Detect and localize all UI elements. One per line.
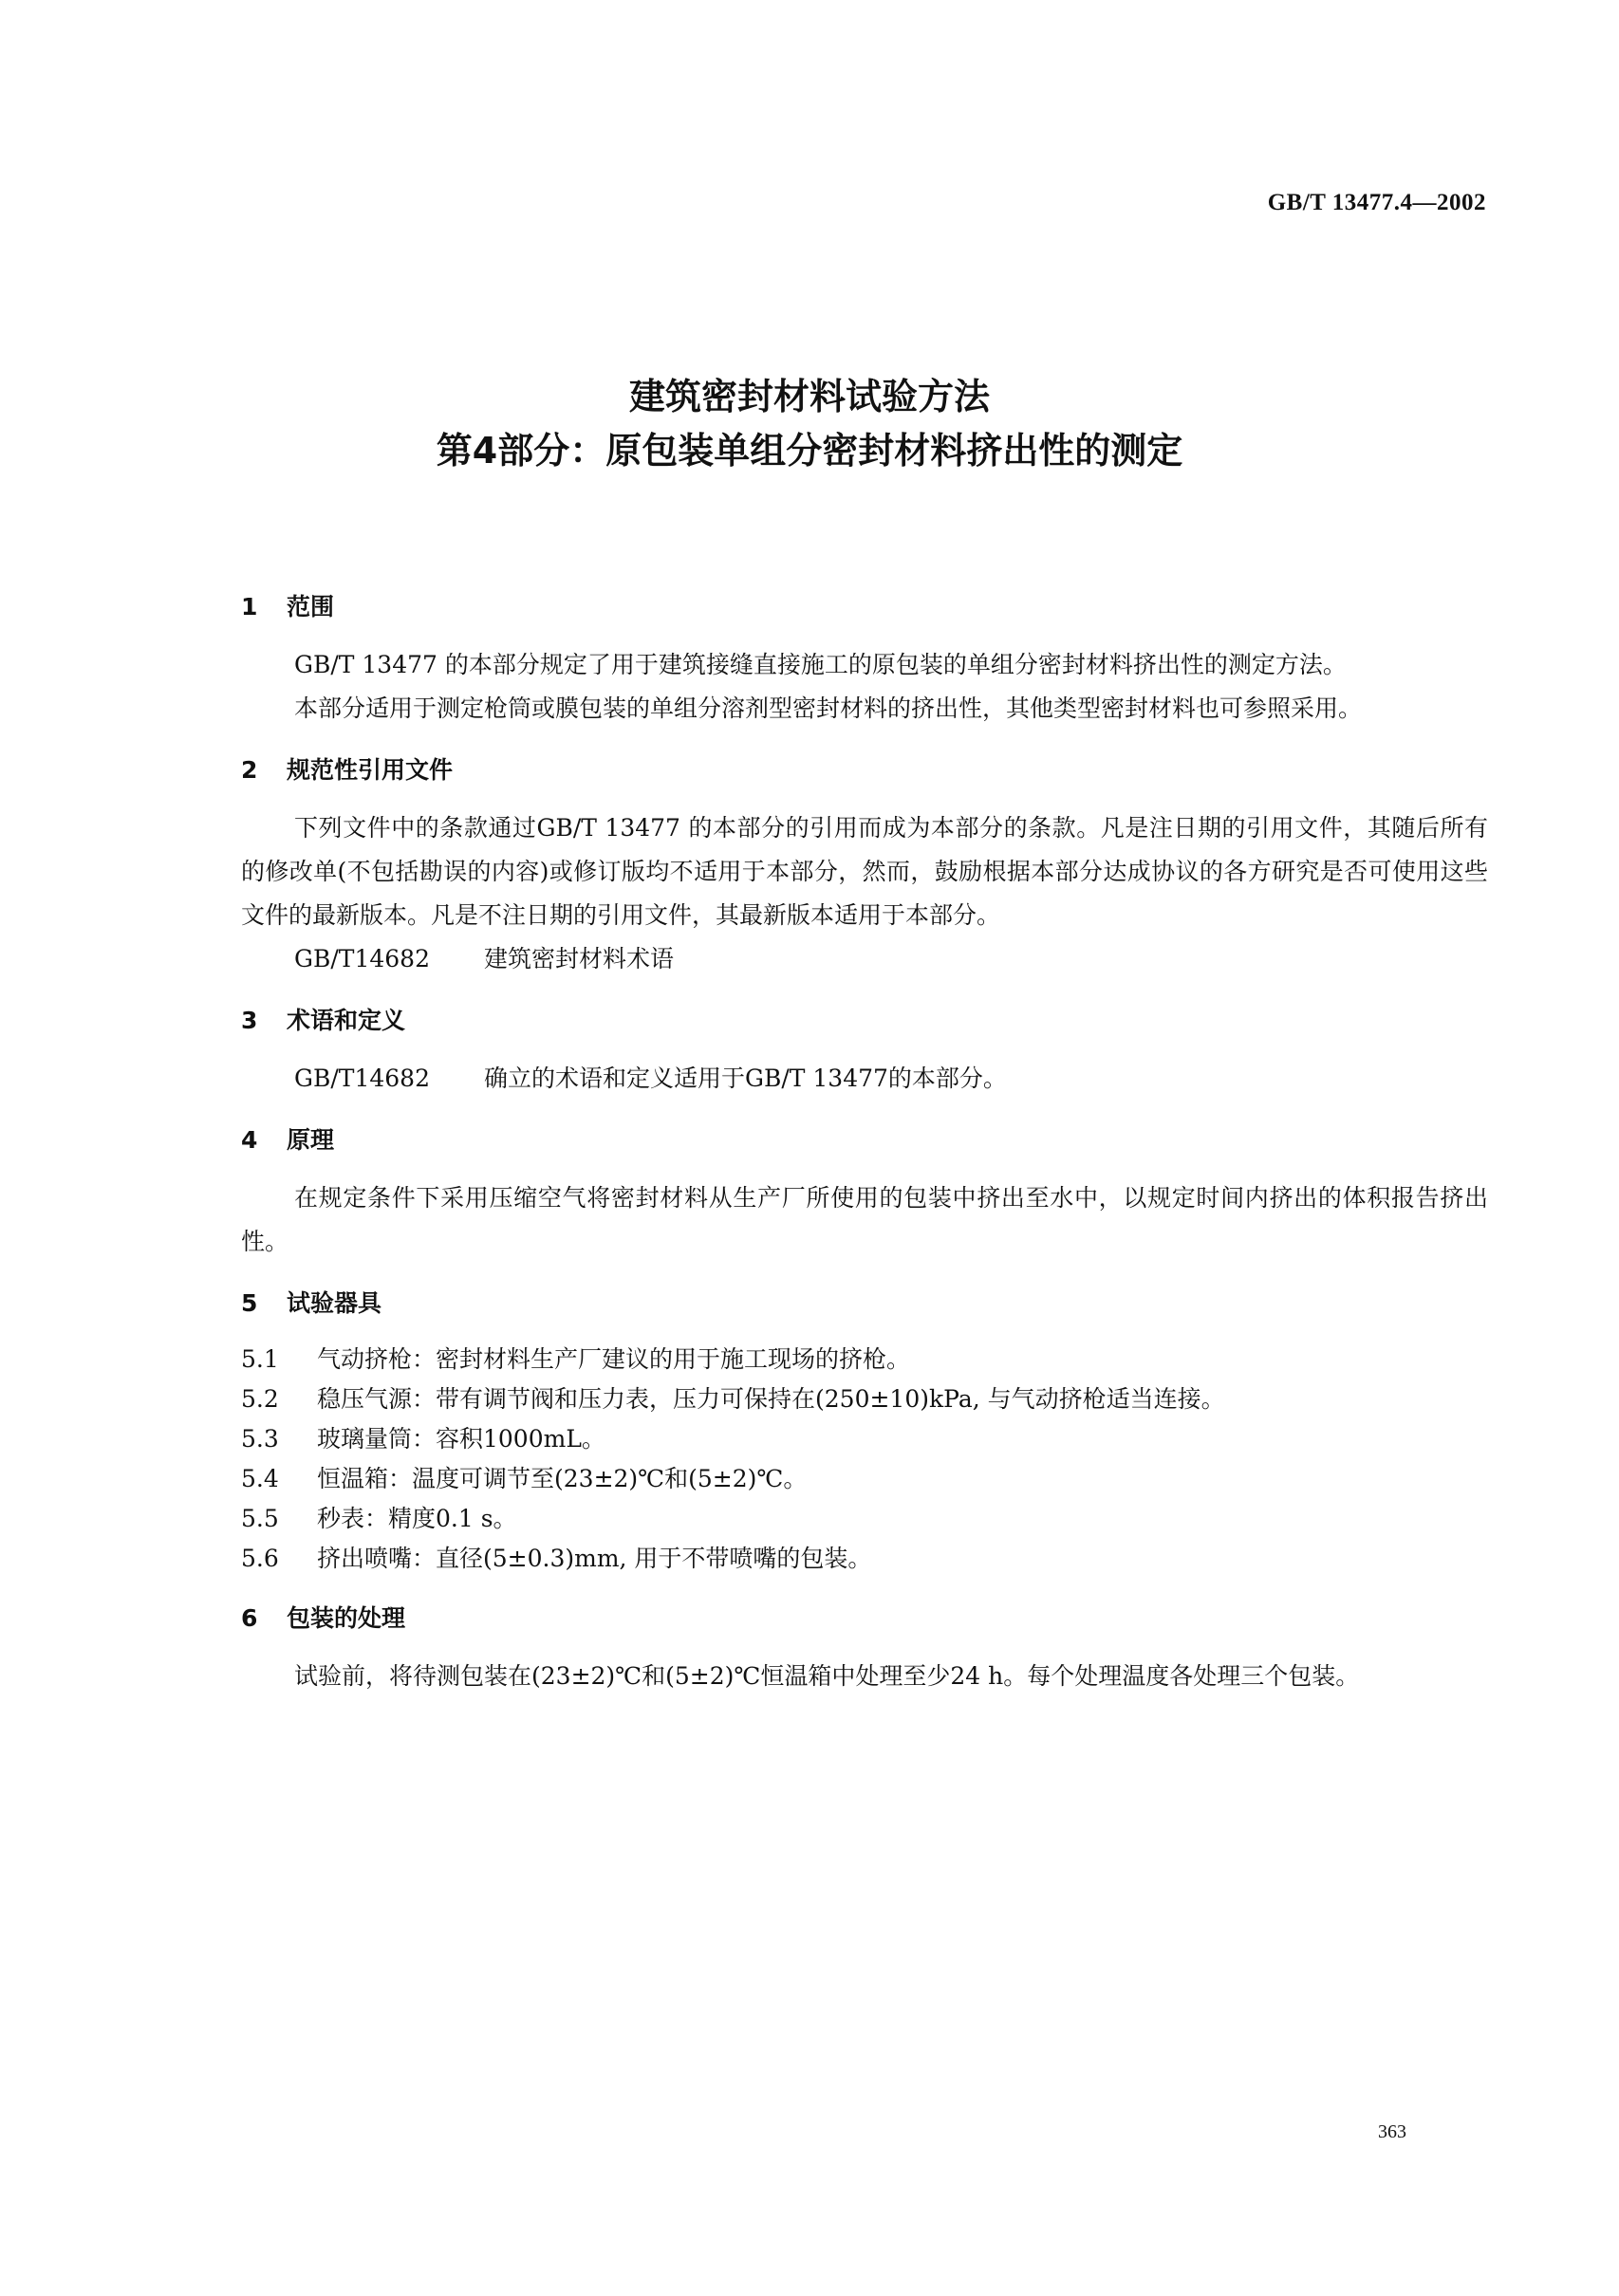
standard-number: GB/T 13477.4—2002 xyxy=(1267,190,1486,215)
reference-code: GB/T14682 xyxy=(294,945,430,972)
apparatus-item xyxy=(241,1340,1488,1379)
title-line-1: 建筑密封材料试验方法 xyxy=(628,376,990,417)
item-number: 5.5 xyxy=(241,1505,279,1532)
item-text: 挤出喷嘴：直径(5±0.3)mm, 用于不带喷嘴的包装。 xyxy=(317,1545,872,1572)
normative-reference xyxy=(241,937,1488,981)
section-3-heading xyxy=(241,1002,1488,1040)
section-title: 术语和定义 xyxy=(287,1007,406,1034)
section-4-paragraph-1: 在规定条件下采用压缩空气将密封材料从生产厂所使用的包装中挤出至水中，以规定时间内挤出的体积报告挤出性。 xyxy=(241,1184,1488,1255)
section-number: 1 xyxy=(241,593,258,620)
section-number: 5 xyxy=(241,1289,258,1317)
item-number: 5.3 xyxy=(241,1425,279,1453)
section-number: 2 xyxy=(241,756,258,784)
item-text: 恒温箱：温度可调节至(23±2)℃和(5±2)℃。 xyxy=(317,1465,808,1492)
section-number: 4 xyxy=(241,1126,258,1154)
section-title: 原理 xyxy=(287,1126,335,1154)
apparatus-item xyxy=(241,1539,1488,1579)
section-title: 包装的处理 xyxy=(287,1604,406,1632)
section-4-heading xyxy=(241,1121,1488,1159)
definition-text: 确立的术语和定义适用于GB/T 13477的本部分。 xyxy=(484,1065,1007,1092)
title-line-2: 第4部分：原包装单组分密封材料挤出性的测定 xyxy=(436,430,1183,472)
item-text: 稳压气源：带有调节阀和压力表，压力可保持在(250±10)kPa, 与气动挤枪适当连接。 xyxy=(317,1385,1225,1413)
apparatus-item xyxy=(241,1419,1488,1459)
section-6-paragraph-1: 试验前，将待测包装在(23±2)℃和(5±2)℃恒温箱中处理至少24 h。每个处理温度各处理三个包装。 xyxy=(294,1662,1360,1690)
page-number: 363 xyxy=(1378,2121,1406,2142)
reference-code: GB/T14682 xyxy=(294,1065,430,1092)
section-title: 规范性引用文件 xyxy=(287,756,454,784)
section-1-paragraph-1: GB/T 13477 的本部分规定了用于建筑接缝直接施工的原包装的单组分密封材料挤出性的测定方法。 xyxy=(294,651,1347,678)
section-2-paragraph-1: 下列文件中的条款通过GB/T 13477 的本部分的引用而成为本部分的条款。凡是注日期的引用文件，其随后所有的修改单(不包括勘误的内容)或修订版均不适用于本部分，然而，鼓励根据本部分达成协议的各方研究是否可使用这些文件的最新版本。凡是不注日期的引用文件，其最新版本适用于本部分。 xyxy=(241,814,1488,929)
section-3-definition xyxy=(241,1057,1488,1101)
section-6-heading xyxy=(241,1600,1488,1638)
apparatus-item xyxy=(241,1499,1488,1539)
item-text: 气动挤枪：密封材料生产厂建议的用于施工现场的挤枪。 xyxy=(317,1345,911,1373)
apparatus-item xyxy=(241,1459,1488,1499)
item-number: 5.1 xyxy=(241,1345,279,1373)
section-1-heading xyxy=(241,588,1488,626)
section-5-heading xyxy=(241,1285,1488,1323)
section-2-heading xyxy=(241,751,1488,789)
item-number: 5.2 xyxy=(241,1385,279,1413)
section-number: 6 xyxy=(241,1604,258,1632)
section-number: 3 xyxy=(241,1007,258,1034)
item-number: 5.6 xyxy=(241,1545,279,1572)
document-title xyxy=(0,370,1619,478)
section-title: 试验器具 xyxy=(287,1289,382,1317)
document-body xyxy=(241,588,1488,1698)
section-title: 范围 xyxy=(287,593,335,620)
item-number: 5.4 xyxy=(241,1465,279,1492)
item-text: 秒表：精度0.1 s。 xyxy=(317,1505,517,1532)
reference-title: 建筑密封材料术语 xyxy=(484,945,675,972)
apparatus-item xyxy=(241,1379,1488,1419)
item-text: 玻璃量筒：容积1000mL。 xyxy=(317,1425,605,1453)
section-1-paragraph-2: 本部分适用于测定枪筒或膜包装的单组分溶剂型密封材料的挤出性，其他类型密封材料也可参照采用。 xyxy=(294,694,1363,722)
